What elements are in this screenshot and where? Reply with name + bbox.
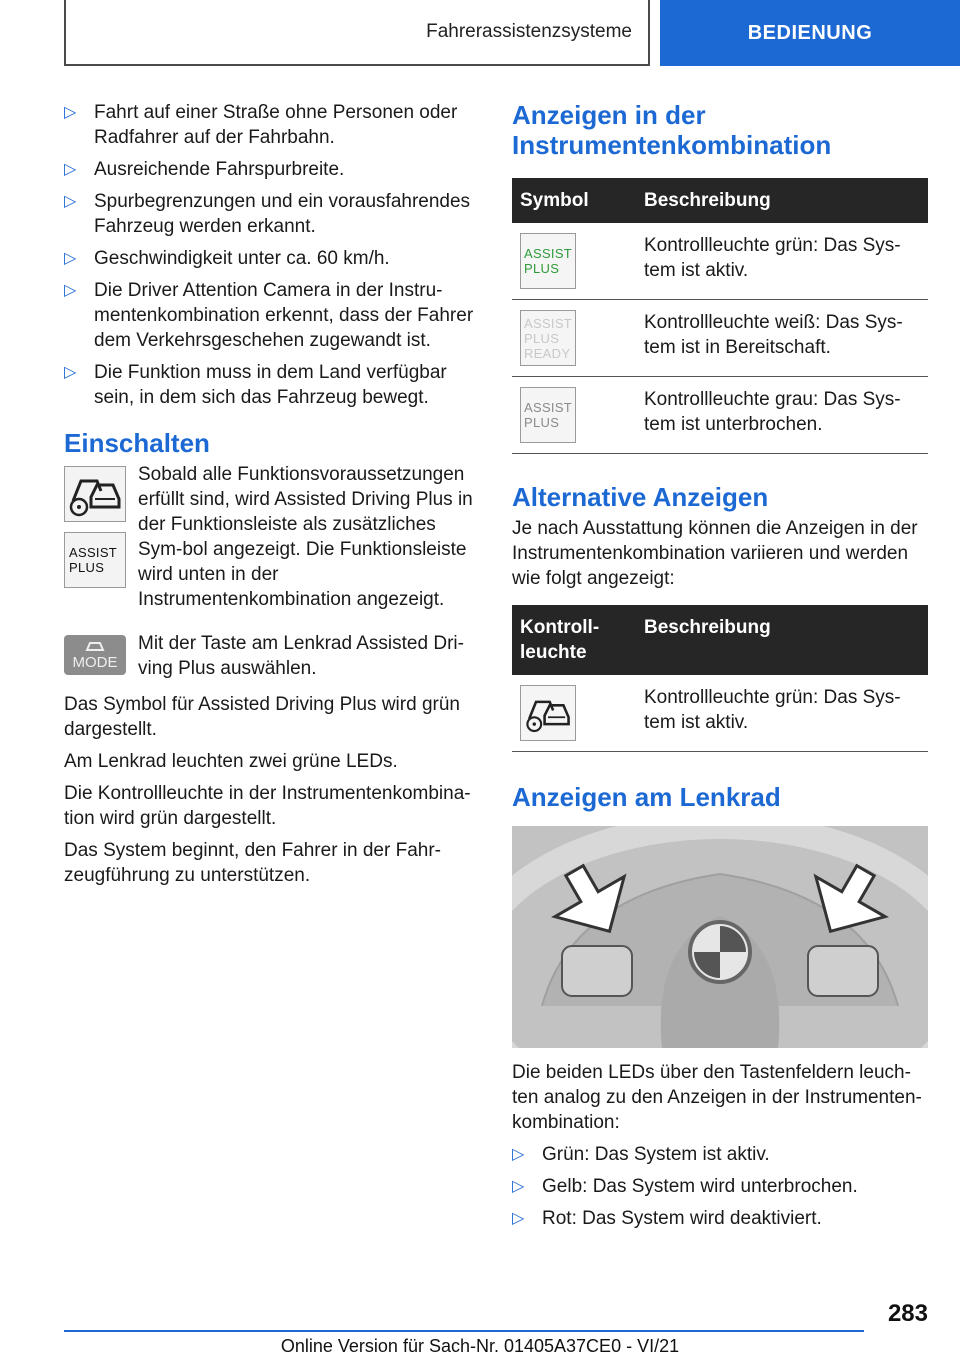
table-row	[512, 300, 928, 377]
left-column	[64, 100, 476, 895]
steering-wheel-illustration	[512, 826, 928, 1048]
table-cell: Kontrollleuchte grün: Das Sys‐tem ist aktiv.	[636, 675, 928, 752]
assist-plus-green-icon: ASSIST PLUS	[520, 233, 576, 289]
lenkrad-heading: Anzeigen am Lenkrad	[512, 782, 781, 812]
triangle-bullet-icon: ▷	[64, 193, 77, 210]
table-header-symbol: Symbol	[512, 178, 636, 223]
list-item: ▷ Gelb: Das System wird unterbrochen.	[512, 1176, 858, 1197]
lenkrad-text: Die beiden LEDs über den Tastenfeldern leuch‐ten analog zu den Anzeigen in der Instrumenten‐kombination:	[512, 1062, 922, 1133]
alternative-table	[512, 605, 928, 752]
einschalten-block	[64, 466, 476, 619]
table-row	[512, 223, 928, 300]
table-cell: Kontrollleuchte grau: Das Sys‐tem ist unterbrochen.	[636, 377, 928, 454]
triangle-bullet-icon: ▷	[64, 104, 77, 121]
einschalten-text: Sobald alle Funktionsvoraussetzungen erfüllt sind, wird Assisted Driving Plus in der Funktionsleiste als zusätzliches Sym‐bol angezeigt. Die Funktionsleiste wird unten in der Instrumentenkombination angezeigt.	[138, 464, 473, 610]
footer-rule	[64, 1330, 864, 1332]
list-item: ▷ Grün: Das System ist aktiv.	[512, 1144, 770, 1165]
list-item: ▷ Rot: Das System wird deaktiviert.	[512, 1208, 822, 1229]
triangle-bullet-icon: ▷	[512, 1178, 525, 1195]
mode-block	[64, 633, 476, 688]
list-item: ▷ Die Driver Attention Camera in der Instru‐mentenkombination erkennt, dass der Fahrer dem Verkehrsgeschehen zugewandt ist.	[64, 280, 474, 351]
assist-plus-ready-icon: ASSIST PLUS READY	[520, 310, 576, 366]
triangle-bullet-icon: ▷	[512, 1146, 525, 1163]
assist-plus-grey-icon: ASSIST PLUS	[520, 387, 576, 443]
led-colors-list	[512, 1142, 928, 1231]
instrument-heading: Anzeigen in der Instrumentenkombination	[512, 100, 832, 160]
assist-plus-icon: ASSIST PLUS	[64, 532, 126, 588]
paragraph: Das System beginnt, den Fahrer in der Fahr‐zeugführung zu unterstützen.	[64, 840, 442, 886]
alternative-text: Je nach Ausstattung können die Anzeigen in der Instrumentenkombination variieren und werden wie folgt angezeigt:	[512, 518, 918, 589]
lane-assist-icon	[64, 466, 126, 522]
triangle-bullet-icon: ▷	[512, 1210, 525, 1227]
running-header-chapter: BEDIENUNG	[660, 0, 960, 66]
mode-button-icon: MODE	[64, 635, 126, 675]
triangle-bullet-icon: ▷	[64, 250, 77, 267]
table-header-indicator: Kontroll‐leuchte	[512, 605, 636, 675]
table-header-description: Beschreibung	[636, 178, 928, 223]
mode-text: Mit der Taste am Lenkrad Assisted Dri‐ving Plus auswählen.	[138, 633, 464, 679]
triangle-bullet-icon: ▷	[64, 161, 77, 178]
instrument-table	[512, 178, 928, 454]
running-header-section: Fahrerassistenzsysteme	[64, 0, 650, 66]
list-item: ▷ Fahrt auf einer Straße ohne Personen oder Radfahrer auf der Fahrbahn.	[64, 102, 458, 148]
lane-assist-green-icon	[520, 685, 576, 741]
page-number: 283	[887, 1300, 928, 1327]
table-row	[512, 675, 928, 752]
list-item: ▷ Ausreichende Fahrspurbreite.	[64, 159, 345, 180]
alternative-heading: Alternative Anzeigen	[512, 482, 769, 512]
list-item: ▷ Spurbegrenzungen und ein vorausfahrendes Fahrzeug werden erkannt.	[64, 191, 471, 237]
footer-text: Online Version für Sach-Nr. 01405A37CE0 - VI/21	[280, 1336, 680, 1356]
list-item: ▷ Geschwindigkeit unter ca. 60 km/h.	[64, 248, 390, 269]
table-row	[512, 377, 928, 454]
prerequisites-list	[64, 100, 476, 410]
list-item: ▷ Die Funktion muss in dem Land verfügbar sein, in dem sich das Fahrzeug bewegt.	[64, 362, 447, 408]
triangle-bullet-icon: ▷	[64, 364, 77, 381]
table-cell: Kontrollleuchte grün: Das Sys‐tem ist aktiv.	[636, 223, 928, 300]
triangle-bullet-icon: ▷	[64, 282, 77, 299]
table-cell: Kontrollleuchte weiß: Das Sys‐tem ist in Bereitschaft.	[636, 300, 928, 377]
paragraph: Am Lenkrad leuchten zwei grüne LEDs.	[64, 751, 398, 772]
paragraph: Das Symbol für Assisted Driving Plus wird grün dargestellt.	[64, 694, 460, 740]
right-column	[512, 100, 928, 1238]
table-header-description: Beschreibung	[636, 605, 928, 675]
paragraph: Die Kontrollleuchte in der Instrumentenkombina‐tion wird grün dargestellt.	[64, 783, 471, 829]
einschalten-heading: Einschalten	[64, 428, 210, 458]
